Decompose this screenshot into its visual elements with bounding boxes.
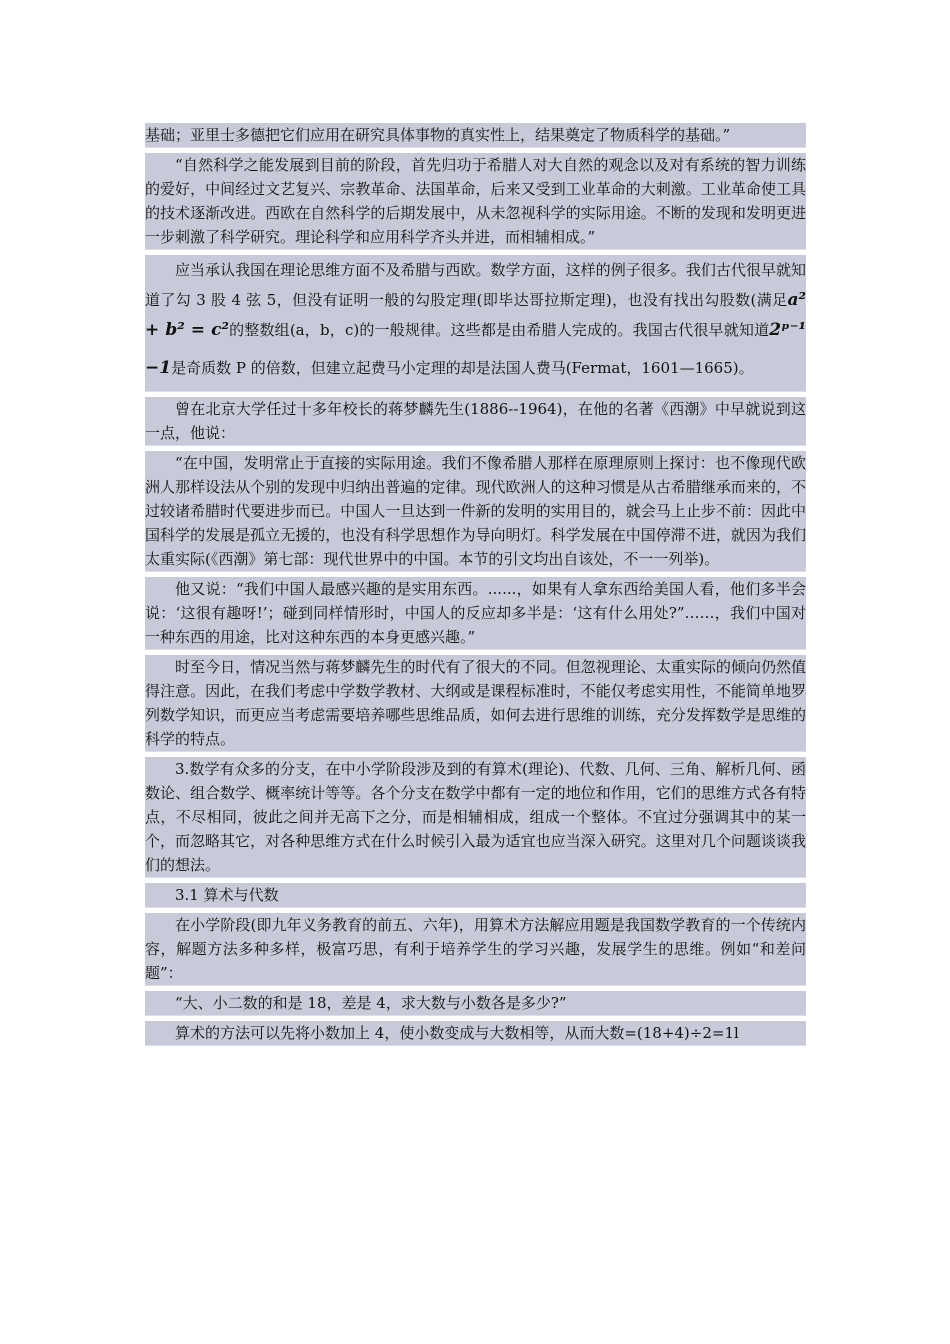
- paragraph-0: 基础；亚里士多德把它们应用在研究具体事物的真实性上，结果奠定了物质科学的基础。”: [145, 123, 806, 148]
- paragraph-2-part-b: 的整数组(a，b，c)的一般规律。这些都是由希腊人完成的。我国古代很早就知道: [228, 321, 770, 339]
- paragraph-6: 时至今日，情况当然与蒋梦麟先生的时代有了很大的不同。但忽视理论、太重实际的倾向仍然值得注意。因此，在我们考虑中学数学教材、大纲或是课程标准时，不能仅考虑实用性，不能简单地罗列数学知识，而更应当考虑需要培养哪些思维品质，如何去进行思维的训练，充分发挥数学是思维的科学的特点。: [145, 655, 806, 752]
- paragraph-2: [145, 255, 806, 392]
- document-body: [145, 123, 806, 1051]
- paragraph-2-part-c: 是奇质数 P 的倍数，但建立起费马小定理的却是法国人费马(Fermat，1601—1665)。: [171, 359, 754, 377]
- pythagorean-formula: a² + b² = c²: [145, 290, 806, 340]
- paragraph-10: “大、小二数的和是 18，差是 4，求大数与小数各是多少?”: [145, 991, 806, 1016]
- paragraph-5: 他又说：“我们中国人最感兴趣的是实用东西。......，如果有人拿东西给美国人看，他们多半会说：‘这很有趣呀!’；碰到同样情形时，中国人的反应却多半是：‘这有什么用处?”……，我们中国对一种东西的用途，比对这种东西的本身更感兴趣。”: [145, 577, 806, 650]
- paragraph-11: 算术的方法可以先将小数加上 4，使小数变成与大数相等，从而大数=(18+4)÷2=1l: [145, 1021, 806, 1046]
- paragraph-9: 在小学阶段(即九年义务教育的前五、六年)，用算术方法解应用题是我国数学教育的一个传统内容，解题方法多种多样，极富巧思，有利于培养学生的学习兴趣，发展学生的思维。例如“和差问题”：: [145, 913, 806, 986]
- paragraph-2-part-a: 应当承认我国在理论思维方面不及希腊与西欧。数学方面，这样的例子很多。我们古代很早就知道了勾 3 股 4 弦 5，但没有证明一般的勾股定理(即毕达哥拉斯定理)，也没有找出勾股数(满足: [145, 261, 806, 309]
- paragraph-1: “自然科学之能发展到目前的阶段，首先归功于希腊人对大自然的观念以及对有系统的智力训练的爱好，中间经过文艺复兴、宗教革命、法国革命，后来又受到工业革命的大刺激。工业革命使工具的技术逐渐改进。西欧在自然科学的后期发展中，从未忽视科学的实际用途。不断的发现和发明更进一步刺激了科学研究。理论科学和应用科学齐头并进，而相辅相成。”: [145, 153, 806, 250]
- fermat-formula: 2ᵖ⁻¹ −1: [145, 320, 807, 378]
- paragraph-4: “在中国，发明常止于直接的实际用途。我们不像希腊人那样在原理原则上探讨：也不像现代欧洲人那样设法从个别的发现中归纳出普遍的定律。现代欧洲人的这种习惯是从古希腊继承而来的，不过较诸希腊时代要进步而已。中国人一旦达到一件新的发明的实用目的，就会马上止步不前：因此中国科学的发展是孤立无援的，也没有科学思想作为导向明灯。科学发展在中国停滞不进，就因为我们太重实际(《西潮》第七部：现代世界中的中国。本节的引文均出自该处，不一一列举)。: [145, 451, 806, 572]
- paragraph-3: 曾在北京大学任过十多年校长的蒋梦麟先生(1886--1964)，在他的名著《西潮》中早就说到这一点，他说：: [145, 397, 806, 446]
- section-heading-3-1: 3.1 算术与代数: [145, 883, 806, 908]
- paragraph-7: 3.数学有众多的分支，在中小学阶段涉及到的有算术(理论)、代数、几何、三角、解析几何、函数论、组合数学、概率统计等等。各个分支在数学中都有一定的地位和作用，它们的思维方式各有特点，不尽相同，彼此之间并无高下之分，而是相辅相成，组成一个整体。不宜过分强调其中的某一个，而忽略其它，对各种思维方式在什么时候引入最为适宜也应当深入研究。这里对几个问题谈谈我们的想法。: [145, 757, 806, 878]
